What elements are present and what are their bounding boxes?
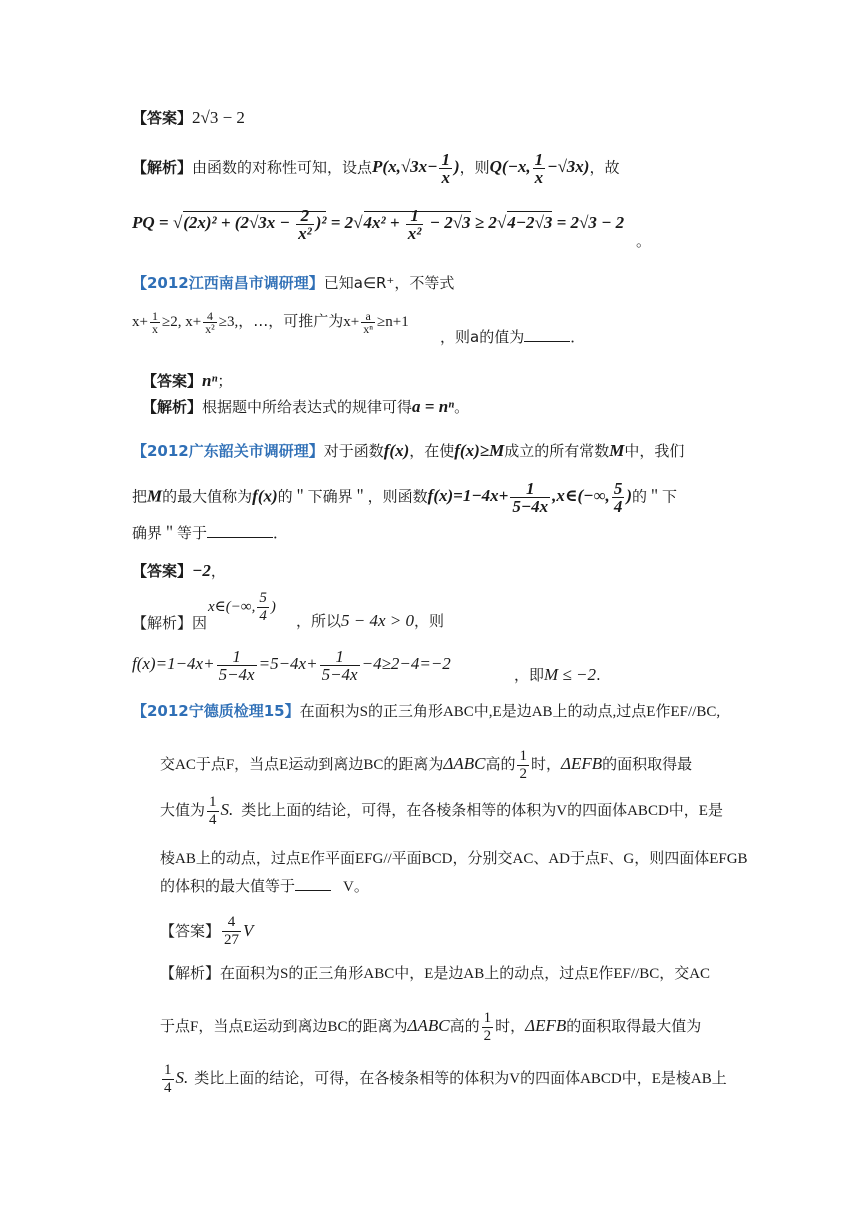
analysis-text: . bbox=[595, 666, 601, 684]
problem-text: ． bbox=[273, 524, 289, 542]
analysis-end: 。 bbox=[454, 398, 470, 416]
problem-3-line-1 bbox=[132, 440, 684, 462]
general-inequality: x+ $\frac{a}{\text{xⁿ}}$ ≥n+1 bbox=[343, 309, 409, 337]
answer-tail: ， bbox=[210, 562, 226, 580]
answer-fraction: $\frac{4}{27}$ bbox=[224, 914, 240, 948]
area-s: S. bbox=[175, 1067, 189, 1087]
problem-2-tail bbox=[440, 326, 585, 348]
answer-math: nⁿ bbox=[202, 371, 218, 390]
analysis-text: ，则 bbox=[414, 612, 445, 630]
fraction-quarter: $\frac{1}{4}$ bbox=[209, 794, 217, 828]
problem-text: 交AC于点F，当点E运动到离边BC的距离为 bbox=[160, 756, 444, 773]
problem-text: 成立的所有常数 bbox=[504, 442, 610, 460]
answer-line-2 bbox=[142, 370, 232, 392]
analysis-line-3 bbox=[132, 612, 207, 634]
analysis-line-3b bbox=[296, 610, 444, 632]
triangle-abc: ΔABC bbox=[443, 753, 486, 773]
problem-4-line-3 bbox=[160, 794, 723, 829]
inequality-1: x+ $\frac{1}{x}$ ≥2, x+ $\frac{4}{\text{x²}}$ ≥3, bbox=[132, 309, 239, 337]
fraction-half: $\frac{1}{2}$ bbox=[483, 1010, 492, 1044]
analysis-math: 5 − 4x > 0 bbox=[341, 611, 415, 630]
fraction-half: $\frac{1}{2}$ bbox=[519, 748, 527, 782]
analysis-line-4b bbox=[160, 1010, 701, 1045]
problem-4-line-1 bbox=[132, 700, 720, 723]
problem-text: 的＂下 bbox=[631, 487, 677, 506]
analysis-equation bbox=[132, 648, 451, 683]
analysis-label: 【解析】 bbox=[132, 158, 193, 177]
analysis-text: 类比上面的结论，可得，在各棱条相等的体积为V的四面体ABCD中，E是棱AB上 bbox=[194, 1070, 727, 1087]
problem-text: 的最大值称为 bbox=[162, 487, 253, 506]
problem-text: 已知a∈R⁺，不等式 bbox=[323, 274, 455, 292]
answer-blank bbox=[295, 890, 331, 891]
problem-text: 类比上面的结论，可得，在各棱条相等的体积为V的四面体ABCD中，E是 bbox=[241, 802, 723, 819]
pq-lhs: PQ = √(2x)² + (2√3x − $\frac{2}{\text{x²}}$ )² = 2√4x² + $\frac{1}{\text{x²}}$ − 2√3 ≥ 2√4−2√3 = 2√3 − 2 bbox=[132, 206, 625, 243]
problem-4-line-4 bbox=[160, 848, 748, 870]
problem-text: 大值为 bbox=[160, 802, 206, 819]
problem-2-line-2 bbox=[132, 310, 409, 335]
answer-math: 2√3 − 2 bbox=[192, 108, 245, 127]
analysis-label: 【解析】 bbox=[160, 964, 221, 982]
analysis-domain bbox=[208, 590, 276, 625]
answer-line-1 bbox=[132, 107, 245, 129]
analysis-text: ，故 bbox=[589, 158, 620, 177]
source-tag: 【2012江西南昌市调研理】 bbox=[132, 274, 324, 292]
analysis-line-1 bbox=[132, 151, 619, 186]
analysis-text: 高的 bbox=[449, 1018, 480, 1035]
area-s: S. bbox=[220, 799, 234, 819]
problem-text: 的＂下确界＂，则函数 bbox=[277, 487, 428, 506]
analysis-text: 于点F，当点E运动到离边BC的距离为 bbox=[160, 1018, 408, 1035]
source-tag: 【2012广东韶关市调研理】 bbox=[132, 442, 324, 460]
answer-blank bbox=[524, 341, 570, 342]
answer-math: −2 bbox=[192, 561, 211, 580]
analysis-text: 根据题中所给表达式的规律可得 bbox=[202, 398, 413, 416]
analysis-text: ，即 bbox=[514, 666, 545, 684]
problem-text: 棱AB上的动点，过点E作平面EFG//平面BCD，分别交AC、AD于点F、G，则四面体EFGB bbox=[160, 851, 748, 867]
equation: f(x)=1−4x+ $\frac{1}{5-4x}$ =5−4x+ $\frac{1}{5-4x}$ −4≥2−4=−2 bbox=[132, 647, 451, 684]
analysis-text: ，所以 bbox=[296, 612, 342, 630]
answer-tail: ； bbox=[217, 372, 233, 390]
answer-line-3 bbox=[132, 560, 226, 582]
problem-3-line-2 bbox=[132, 480, 677, 515]
triangle-abc: ΔABC bbox=[407, 1015, 450, 1035]
source-tag: 【2012宁德质检理15】 bbox=[132, 702, 300, 720]
problem-text: ． bbox=[570, 328, 586, 346]
problem-text: 把 bbox=[132, 487, 148, 506]
problem-text: V。 bbox=[343, 879, 369, 895]
problem-text: 时， bbox=[530, 756, 561, 773]
period: 。 bbox=[636, 232, 652, 250]
problem-text: 中，我们 bbox=[624, 442, 685, 460]
m-var: M bbox=[609, 441, 625, 460]
answer-blank bbox=[207, 537, 273, 538]
m-var: M bbox=[147, 486, 163, 506]
answer-label: 【答案】 bbox=[132, 109, 193, 127]
fx: f(x) bbox=[252, 486, 278, 506]
analysis-text: 由函数的对称性可知，设点 bbox=[192, 158, 373, 177]
problem-text: 对于函数 bbox=[323, 442, 384, 460]
answer-var: V bbox=[243, 921, 254, 940]
answer-label: 【答案】 bbox=[142, 372, 203, 390]
problem-text: ，…，可推广为 bbox=[238, 312, 344, 330]
problem-text: ，在使 bbox=[409, 442, 455, 460]
problem-text: 确界＂等于 bbox=[132, 524, 208, 542]
analysis-text: 在面积为S的正三角形ABC中，E是边AB上的动点，过点E作EF//BC，交AC bbox=[220, 966, 711, 982]
analysis-text: 时， bbox=[495, 1018, 526, 1035]
pq-equation bbox=[132, 207, 624, 242]
fx-ge-m: f(x)≥M bbox=[454, 441, 505, 460]
problem-4-line-2 bbox=[160, 748, 692, 783]
analysis-text: ，则 bbox=[459, 158, 490, 177]
fx: f(x) bbox=[383, 441, 410, 460]
analysis-label: 【解析】 bbox=[132, 614, 193, 632]
analysis-line-4 bbox=[160, 962, 710, 985]
function-def: f(x)=1−4x+ $\frac{1}{5-4x}$ ,x∈(−∞, $\frac{5}{4}$ ) bbox=[427, 479, 632, 516]
analysis-line-2 bbox=[142, 396, 469, 418]
answer-label: 【答案】 bbox=[132, 562, 193, 580]
analysis-math: a = nⁿ bbox=[412, 397, 455, 416]
problem-3-line-3 bbox=[132, 522, 288, 544]
analysis-label: 【解析】 bbox=[142, 398, 203, 416]
triangle-efb: ΔEFB bbox=[525, 1015, 567, 1035]
problem-text: 在面积为S的正三角形ABC中,E是边AB上的动点,过点E作EF//BC, bbox=[299, 704, 721, 720]
analysis-line-4c bbox=[160, 1062, 727, 1097]
analysis-text: 的面积取得最大值为 bbox=[566, 1018, 702, 1035]
analysis-math: M ≤ −2 bbox=[544, 665, 596, 684]
analysis-conclusion bbox=[514, 664, 601, 686]
problem-2-header bbox=[132, 272, 454, 294]
triangle-efb: ΔEFB bbox=[560, 753, 603, 773]
problem-text: 的体积的最大值等于 bbox=[160, 879, 296, 895]
point-q: Q(−x, $\frac{1}{x}$ −√3x) bbox=[489, 150, 590, 187]
answer-line-4 bbox=[160, 914, 253, 949]
answer-label: 【答案】 bbox=[160, 922, 221, 940]
problem-text: 的面积取得最 bbox=[602, 756, 693, 773]
domain-expr: x∈(−∞, $\frac{5}{4}$ ) bbox=[208, 590, 276, 624]
problem-4-line-5 bbox=[160, 876, 369, 898]
analysis-text: 因 bbox=[192, 614, 208, 632]
problem-text: ，则a的值为 bbox=[440, 328, 525, 346]
problem-text: 高的 bbox=[485, 756, 516, 773]
fraction-quarter: $\frac{1}{4}$ bbox=[164, 1062, 172, 1096]
point-p: P(x,√3x− $\frac{1}{x}$ ) bbox=[372, 150, 460, 187]
